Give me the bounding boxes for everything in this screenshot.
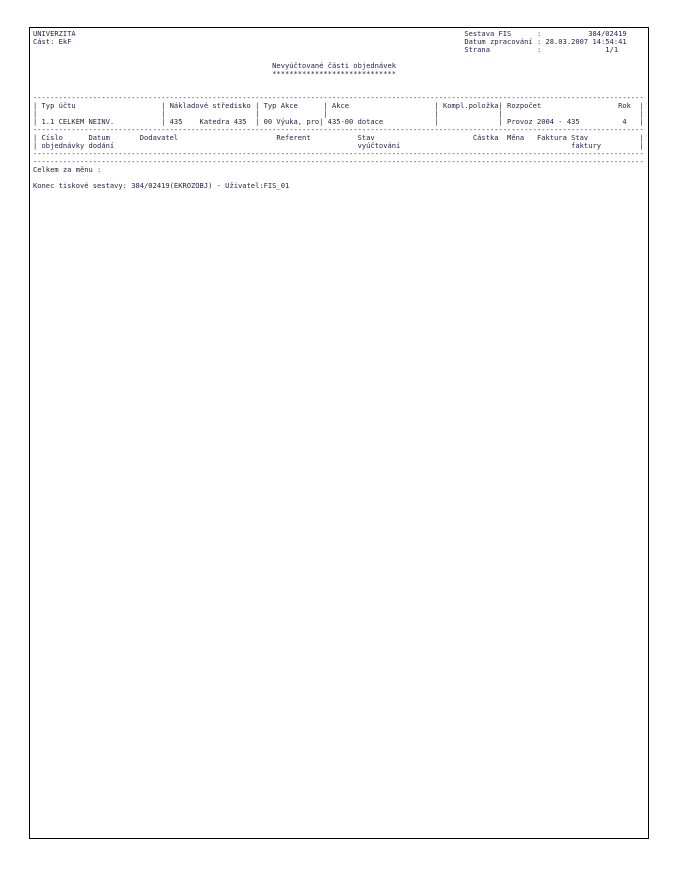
report-title: Nevyúčtované části objednávek [33, 62, 397, 70]
blank-line [33, 86, 648, 94]
summary-table-header: | Typ účtu | Nákladové středisko | Typ Akce | Akce | Kompl.položka| Rozpočet Rok | [33, 102, 644, 110]
report-header-org-and-sestava: UNIVERZITA Sestava FIS : 384/02419 [33, 30, 627, 38]
totals-separator: ----------------------------------------------------------------------------------------------------------------------------------------------- [33, 158, 644, 166]
report-header-page-number: Strana : 1/1 [33, 46, 619, 54]
blank-line [33, 78, 648, 86]
table-border-middle: ----------------------------------------------------------------------------------------------------------------------------------------------- [33, 126, 644, 134]
report-title-underline: ***************************** [33, 70, 397, 78]
table-border-bottom: ----------------------------------------------------------------------------------------------------------------------------------------------- [33, 150, 644, 158]
summary-table-row: | 1.1 CELKEM NEINV. | 435 Katedra 435 | 00 Výuka, pro| 435-00 dotace | | Provoz 2004 - 435 4 | [33, 118, 644, 126]
blank-line [33, 174, 648, 182]
detail-table-header-line1: | Číslo Datum Dodavatel Referent Stav Částka Měna Faktura Stav | [33, 134, 644, 142]
report-header-unit-and-date: Část: EkF Datum zpracování : 28.03.2007 14:54:41 [33, 38, 627, 46]
totals-label: Celkem za měnu : [33, 166, 102, 174]
page-frame [29, 27, 649, 839]
detail-table-header-line2: | objednávky dodání vyúčtování faktury | [33, 142, 644, 150]
blank-line [33, 54, 648, 62]
report-body [30, 28, 648, 190]
end-of-report-line: Konec tiskové sestavy: 384/02419(EKROZOBJ) - Uživatel:FIS_01 [33, 182, 290, 190]
summary-table-header-separators: | | | | | | | [33, 110, 644, 118]
table-border-top: ----------------------------------------------------------------------------------------------------------------------------------------------- [33, 94, 644, 102]
